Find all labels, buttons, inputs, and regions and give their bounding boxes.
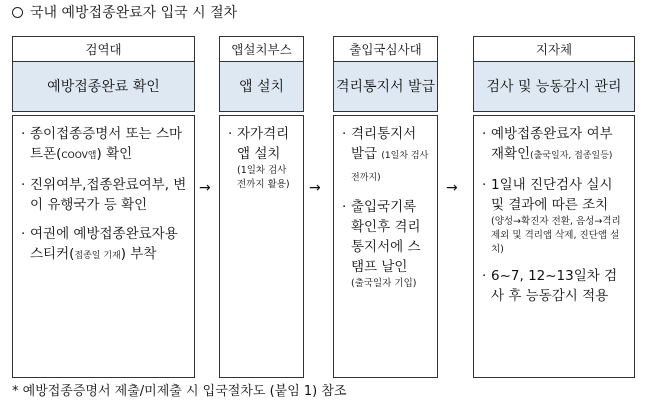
list-item: · 자가격리 앱 설치 (1일차 검사 전까지 활용) [228, 124, 297, 192]
list-item: · 종이접종증명서 또는 스마트폰(COOV앱) 확인 [21, 124, 188, 166]
circle-bullet-icon [12, 7, 23, 18]
column-body-quarantine [12, 115, 195, 378]
column-subheader: 검사 및 능동감시 관리 [473, 62, 635, 112]
column-header: 검역대 [12, 36, 195, 62]
arrow-right-icon: → [446, 180, 458, 196]
list-item: · 1일내 진단검사 실시 및 결과에 따른 조치 (양성→확진자 전환, 음성→격리제외 및 격리앱 삭제, 진단앱 설치) [482, 175, 628, 257]
column-header: 출입국심사대 [333, 36, 438, 62]
list-item: · 격리통지서 발급 (1일차 검사전까지) [342, 124, 431, 188]
column-header: 지자체 [473, 36, 635, 62]
column-body-immigration [333, 115, 438, 378]
list-item: · 6~7, 12~13일차 검사 후 능동감시 적용 [482, 266, 628, 306]
column-subheader: 격리통지서 발급 [333, 62, 438, 112]
footnote: * 예방접종증명서 제출/미제출 시 입국절차도 (붙임 1) 참조 [12, 384, 347, 399]
column-app-booth [219, 36, 304, 112]
list-item: · 여권에 예방접종완료자용 스티커(접종일 기재) 부착 [21, 224, 188, 266]
column-subheader: 예방접종완료 확인 [12, 62, 195, 112]
column-header: 앱설치부스 [219, 36, 304, 62]
column-local-government [473, 36, 635, 112]
list-item: · 진위여부,접종완료여부, 변이 유행국가 등 확인 [21, 175, 188, 215]
list-item: · 예방접종완료자 여부 재확인(출국일자, 접종일등) [482, 124, 628, 166]
column-body-local-government [473, 115, 635, 378]
column-quarantine-desk [12, 36, 195, 112]
arrow-right-icon: → [199, 180, 211, 196]
page-title [12, 4, 237, 22]
arrow-right-icon: → [309, 180, 321, 196]
title-text: 국내 예방접종완료자 입국 시 절차 [30, 5, 238, 21]
column-immigration [333, 36, 438, 112]
column-body-app [219, 115, 304, 378]
list-item: · 출입국기록 확인후 격리통지서에 스탬프 날인 (출국일자 기입) [342, 197, 431, 291]
column-subheader: 앱 설치 [219, 62, 304, 112]
